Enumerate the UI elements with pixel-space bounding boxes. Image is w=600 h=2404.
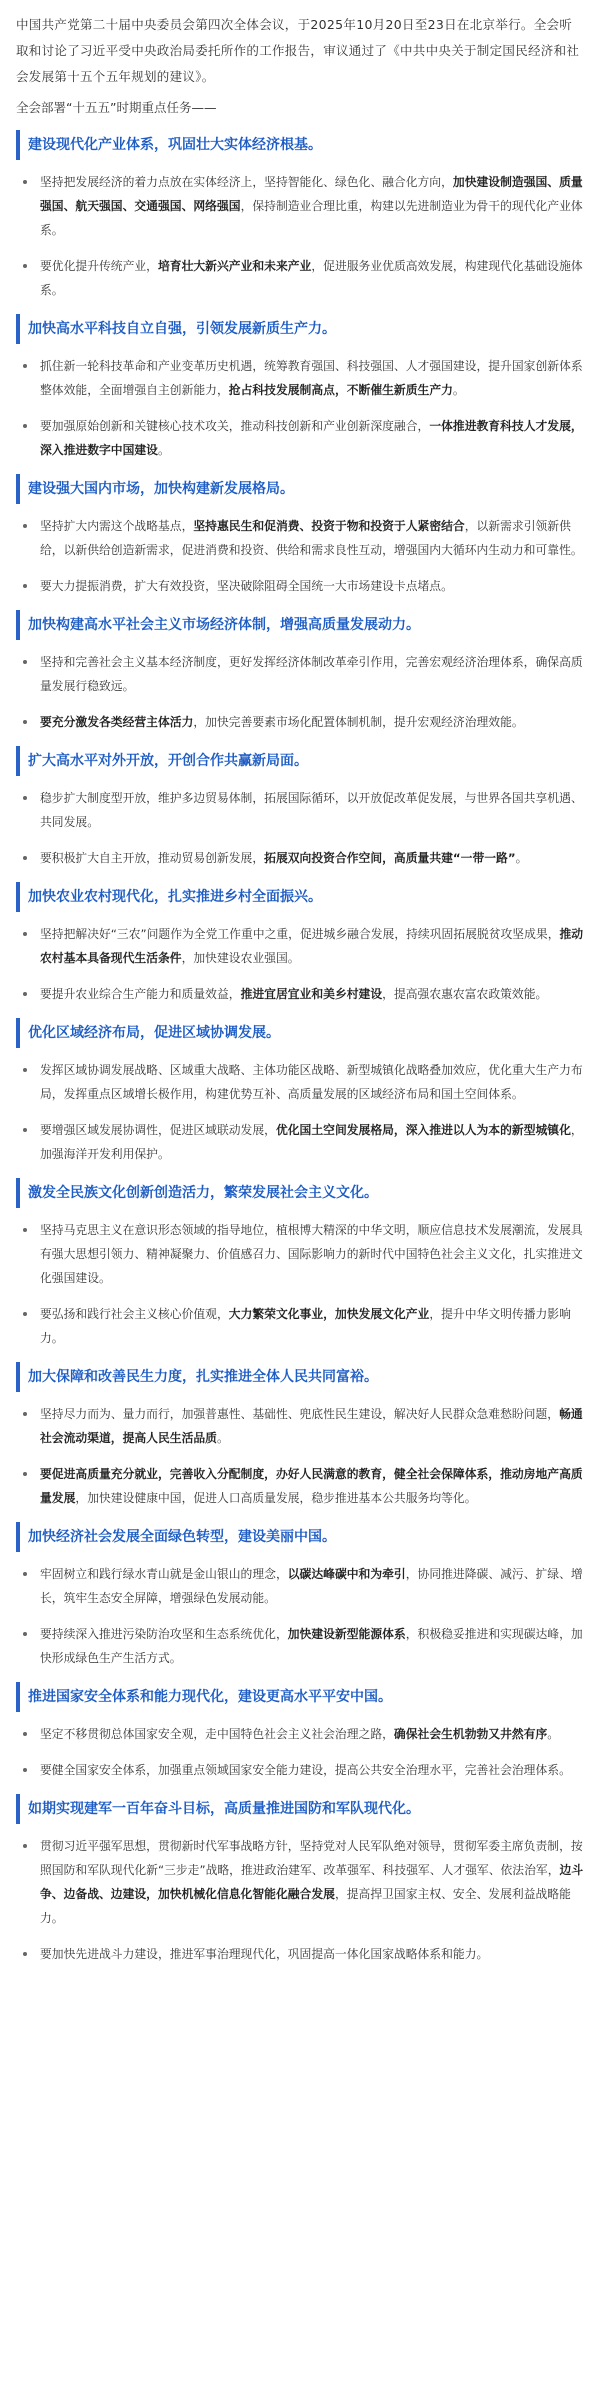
task-section bbox=[16, 1178, 584, 1350]
task-section bbox=[16, 1522, 584, 1670]
bullet-paragraph bbox=[16, 414, 584, 462]
text-run: ，保持制造业合理比重，构建以先进制造业为骨干的现代化产业体系。 bbox=[40, 199, 583, 237]
bold-text: 坚持惠民生和促消费、投资于物和投资于人紧密结合 bbox=[193, 519, 465, 533]
text-run: 稳步扩大制度型开放，维护多边贸易体制，拓展国际循环，以开放促改革促发展，与世界各国共享机遇、共同发展。 bbox=[40, 791, 583, 829]
bullet-dot-icon bbox=[23, 1312, 27, 1316]
task-section bbox=[16, 610, 584, 734]
bullet-paragraph bbox=[16, 1302, 584, 1350]
text-run: 坚持把解决好“三农”问题作为全党工作重中之重，促进城乡融合发展，持续巩固拓展脱贫攻坚成果， bbox=[40, 927, 560, 941]
text-run: 。 bbox=[547, 1727, 560, 1741]
section-title: 建设强大国内市场，加快构建新发展格局。 bbox=[16, 474, 584, 504]
text-run: 坚持尽力而为、量力而行，加强普惠性、基础性、兜底性民生建设，解决好人民群众急难愁盼问题， bbox=[40, 1407, 560, 1421]
task-section bbox=[16, 1018, 584, 1166]
bold-text: 确保社会生机勃勃又井然有序 bbox=[393, 1727, 548, 1741]
bullet-dot-icon bbox=[23, 584, 27, 588]
text-run: 。 bbox=[515, 851, 528, 865]
bullet-paragraph bbox=[16, 1402, 584, 1450]
bold-text: 畅通社会流动渠道，提高人民生活品质 bbox=[40, 1407, 583, 1445]
task-section bbox=[16, 1682, 584, 1782]
bold-text: 优化国土空间发展格局，深入推进以人为本的新型城镇化 bbox=[275, 1123, 571, 1137]
text-run: 坚持把发展经济的着力点放在实体经济上，坚持智能化、绿色化、融合化方向， bbox=[40, 175, 453, 189]
bold-text: 加快建设新型能源体系 bbox=[287, 1627, 406, 1641]
section-title: 加快高水平科技自立自强，引领发展新质生产力。 bbox=[16, 314, 584, 344]
bullet-dot-icon bbox=[23, 1572, 27, 1576]
bullet-dot-icon bbox=[23, 720, 27, 724]
bullet-dot-icon bbox=[23, 1732, 27, 1736]
bullet-dot-icon bbox=[23, 660, 27, 664]
text-run: 。 bbox=[157, 443, 170, 457]
task-section bbox=[16, 314, 584, 462]
text-run: ，促进服务业优质高效发展，构建现代化基础设施体系。 bbox=[40, 259, 583, 297]
bold-text: 一体推进教育科技人才发展，深入推进数字中国建设 bbox=[40, 419, 583, 457]
bullet-paragraph bbox=[16, 1942, 584, 1966]
bold-text: 推进宜居宜业和美乡村建设 bbox=[240, 987, 383, 1001]
bullet-paragraph bbox=[16, 1118, 584, 1166]
bullet-paragraph bbox=[16, 1722, 584, 1746]
text-run: 坚持扩大内需这个战略基点， bbox=[40, 519, 194, 533]
text-run: ，提升中华文明传播力影响力。 bbox=[40, 1307, 571, 1345]
bullet-dot-icon bbox=[23, 856, 27, 860]
text-run: ，加快完善要素市场化配置体制机制，提升宏观经济治理效能。 bbox=[193, 715, 524, 729]
bullet-paragraph bbox=[16, 982, 584, 1006]
bullet-dot-icon bbox=[23, 1952, 27, 1956]
intro-paragraph: 中国共产党第二十届中央委员会第四次全体会议，于2025年10月20日至23日在北京举行。全会听取和讨论了习近平受中央政治局委托所作的工作报告，审议通过了《中共中央关于制定国民经济和社会发展第十五个五年规划的建议》。 bbox=[16, 17, 580, 84]
text-run: 坚定不移贯彻总体国家安全观，走中国特色社会主义社会治理之路， bbox=[40, 1727, 394, 1741]
text-run: 贯彻习近平强军思想，贯彻新时代军事战略方针，坚持党对人民军队绝对领导，贯彻军委主席负责制，按照国防和军队现代化新“三步走”战略，推进政治建军、改革强军、科技强军、人才强军、依法治军， bbox=[40, 1839, 583, 1877]
bullet-dot-icon bbox=[23, 796, 27, 800]
bullet-paragraph bbox=[16, 1058, 584, 1106]
bold-text: 拓展双向投资合作空间，高质量共建“一带一路” bbox=[264, 851, 516, 865]
bullet-paragraph bbox=[16, 1218, 584, 1290]
section-title: 加快农业农村现代化，扎实推进乡村全面振兴。 bbox=[16, 882, 584, 912]
text-run: 牢固树立和践行绿水青山就是金山银山的理念， bbox=[40, 1567, 288, 1581]
section-title: 推进国家安全体系和能力现代化，建设更高水平平安中国。 bbox=[16, 1682, 584, 1712]
bullet-dot-icon bbox=[23, 524, 27, 528]
bullet-dot-icon bbox=[23, 264, 27, 268]
text-run: 要加快先进战斗力建设，推进军事治理现代化，巩固提高一体化国家战略体系和能力。 bbox=[40, 1947, 489, 1961]
bullet-paragraph bbox=[16, 1462, 584, 1510]
bold-text: 推动农村基本具备现代生活条件 bbox=[40, 927, 584, 965]
task-section bbox=[16, 1362, 584, 1510]
bullet-dot-icon bbox=[23, 1472, 27, 1476]
text-run: ，加强海洋开发利用保护。 bbox=[40, 1123, 583, 1161]
text-run: 抓住新一轮科技革命和产业变革历史机遇，统筹教育强国、科技强国、人才强国建设，提升国家创新体系整体效能，全面增强自主创新能力， bbox=[40, 359, 583, 397]
bullet-dot-icon bbox=[23, 992, 27, 996]
text-run: 。 bbox=[216, 1431, 229, 1445]
text-run: 坚持和完善社会主义基本经济制度，更好发挥经济体制改革牵引作用，完善宏观经济治理体系，确保高质量发展行稳致远。 bbox=[40, 655, 583, 693]
text-run: 要积极扩大自主开放，推动贸易创新发展， bbox=[40, 851, 265, 865]
bold-text: 抢占科技发展制高点，不断催生新质生产力 bbox=[228, 383, 453, 397]
task-section bbox=[16, 1794, 584, 1966]
bold-text: 加快建设制造强国、质量强国、航天强国、交通强国、网络强国 bbox=[40, 175, 583, 213]
bullet-dot-icon bbox=[23, 180, 27, 184]
bullet-dot-icon bbox=[23, 1412, 27, 1416]
text-run: 坚持马克思主义在意识形态领域的指导地位，植根博大精深的中华文明，顺应信息技术发展潮流，发展具有强大思想引领力、精神凝聚力、价值感召力、国际影响力的新时代中国特色社会主义文化，扎实推进文化强国建设。 bbox=[40, 1223, 583, 1285]
section-title: 加快经济社会发展全面绿色转型，建设美丽中国。 bbox=[16, 1522, 584, 1552]
text-run: 要大力提振消费，扩大有效投资，坚决破除阻碍全国统一大市场建设卡点堵点。 bbox=[40, 579, 453, 593]
section-title: 扩大高水平对外开放，开创合作共赢新局面。 bbox=[16, 746, 584, 776]
text-run: ，提高强农惠农富农政策效能。 bbox=[382, 987, 548, 1001]
bold-text: 以碳达峰碳中和为牵引 bbox=[287, 1567, 406, 1581]
bullet-paragraph bbox=[16, 354, 584, 402]
bold-text: 要促进高质量充分就业，完善收入分配制度，办好人民满意的教育，健全社会保障体系，推动房地产高质量发展 bbox=[40, 1467, 583, 1505]
bullet-paragraph bbox=[16, 1834, 584, 1930]
text-run: 要增强区域发展协调性，促进区域联动发展， bbox=[40, 1123, 276, 1137]
task-section bbox=[16, 130, 584, 302]
bullet-paragraph bbox=[16, 1562, 584, 1610]
bullet-paragraph bbox=[16, 1622, 584, 1670]
bold-text: 大力繁荣文化事业，加快发展文化产业 bbox=[228, 1307, 430, 1321]
section-title: 加快构建高水平社会主义市场经济体制，增强高质量发展动力。 bbox=[16, 610, 584, 640]
text-run: 要持续深入推进污染防治攻坚和生态系统优化， bbox=[40, 1627, 288, 1641]
bullet-paragraph bbox=[16, 846, 584, 870]
bold-text: 边斗争、边备战、边建设，加快机械化信息化智能化融合发展 bbox=[40, 1863, 584, 1901]
task-section bbox=[16, 474, 584, 598]
bullet-paragraph bbox=[16, 254, 584, 302]
text-run: 发挥区域协调发展战略、区域重大战略、主体功能区战略、新型城镇化战略叠加效应，优化重大生产力布局，发挥重点区域增长极作用，构建优势互补、高质量发展的区域经济布局和国土空间体系。 bbox=[40, 1063, 583, 1101]
bullet-dot-icon bbox=[23, 1632, 27, 1636]
text-run: 要弘扬和践行社会主义核心价值观， bbox=[40, 1307, 229, 1321]
bullet-dot-icon bbox=[23, 932, 27, 936]
text-run: 要提升农业综合生产能力和质量效益， bbox=[40, 987, 241, 1001]
text-run: ，积极稳妥推进和实现碳达峰，加快形成绿色生产生活方式。 bbox=[40, 1627, 583, 1665]
bullet-paragraph bbox=[16, 1758, 584, 1782]
section-title: 建设现代化产业体系，巩固壮大实体经济根基。 bbox=[16, 130, 584, 160]
bullet-dot-icon bbox=[23, 1844, 27, 1848]
bullet-paragraph bbox=[16, 514, 584, 562]
text-run: ，协同推进降碳、减污、扩绿、增长，筑牢生态安全屏障，增强绿色发展动能。 bbox=[40, 1567, 583, 1605]
section-title: 加大保障和改善民生力度，扎实推进全体人民共同富裕。 bbox=[16, 1362, 584, 1392]
text-run: ，加快建设农业强国。 bbox=[181, 951, 300, 965]
section-title: 优化区域经济布局，促进区域协调发展。 bbox=[16, 1018, 584, 1048]
bullet-paragraph bbox=[16, 922, 584, 970]
bullet-dot-icon bbox=[23, 424, 27, 428]
bullet-paragraph bbox=[16, 710, 584, 734]
bullet-paragraph bbox=[16, 786, 584, 834]
text-run: 要加强原始创新和关键核心技术攻关，推动科技创新和产业创新深度融合， bbox=[40, 419, 430, 433]
text-run: ，提高捍卫国家主权、安全、发展利益战略能力。 bbox=[40, 1887, 571, 1925]
task-section bbox=[16, 882, 584, 1006]
bold-text: 要充分激发各类经营主体活力 bbox=[40, 715, 194, 729]
text-run: 要优化提升传统产业， bbox=[40, 259, 158, 273]
bullet-paragraph bbox=[16, 170, 584, 242]
bullet-dot-icon bbox=[23, 1228, 27, 1232]
section-title: 激发全民族文化创新创造活力，繁荣发展社会主义文化。 bbox=[16, 1178, 584, 1208]
bullet-dot-icon bbox=[23, 364, 27, 368]
bullet-dot-icon bbox=[23, 1128, 27, 1132]
bullet-paragraph bbox=[16, 650, 584, 698]
text-run: 要健全国家安全体系，加强重点领域国家安全能力建设，提高公共安全治理水平，完善社会治理体系。 bbox=[40, 1763, 571, 1777]
task-sections bbox=[16, 130, 584, 1966]
text-run: 。 bbox=[452, 383, 465, 397]
task-section bbox=[16, 746, 584, 870]
section-title: 如期实现建军一百年奋斗目标，高质量推进国防和军队现代化。 bbox=[16, 1794, 584, 1824]
bullet-paragraph bbox=[16, 574, 584, 598]
bold-text: 培育壮大新兴产业和未来产业 bbox=[157, 259, 312, 273]
bullet-dot-icon bbox=[23, 1068, 27, 1072]
text-run: ，加快建设健康中国，促进人口高质量发展，稳步推进基本公共服务均等化。 bbox=[75, 1491, 477, 1505]
tasks-heading: 全会部署“十五五”时期重点任务—— bbox=[16, 100, 217, 115]
bullet-dot-icon bbox=[23, 1768, 27, 1772]
text-run: ，以新需求引领新供给，以新供给创造新需求，促进消费和投资、供给和需求良性互动，增强国内大循环内生动力和可靠性。 bbox=[40, 519, 583, 557]
